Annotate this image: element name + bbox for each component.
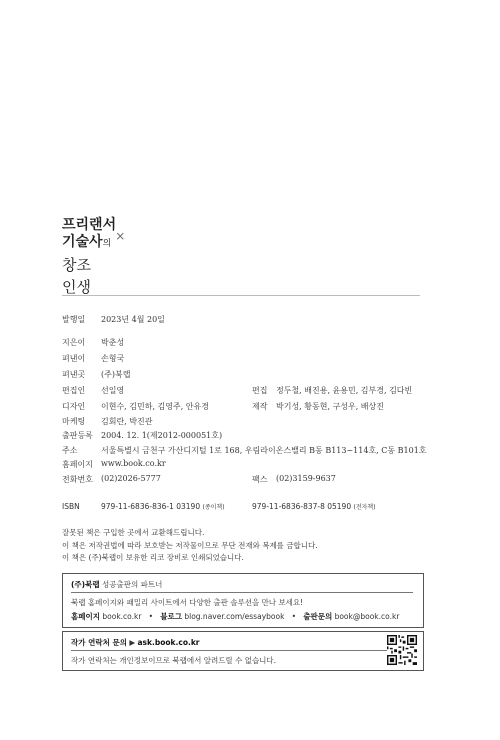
title-line-3: 창조 bbox=[62, 256, 91, 274]
info-value-publishing-house: (주)북랩 bbox=[101, 370, 131, 379]
arrow-right-icon: ▶ bbox=[129, 638, 136, 647]
title-line-1: 프리랜서 bbox=[62, 217, 117, 233]
info-value-phone: (02)2026-5777 bbox=[101, 474, 161, 483]
info-value-editing: 정두철, 배진용, 윤용민, 김부경, 김다빈 bbox=[276, 386, 413, 395]
info-value-design: 이현수, 김민하, 김영주, 안유경 bbox=[101, 402, 209, 411]
notice-exchange: 잘못된 책은 구입한 곳에서 교환해드립니다. bbox=[62, 528, 205, 537]
info-value-homepage[interactable]: www.book.co.kr bbox=[101, 459, 166, 468]
isbn-paper-type: (종이책) bbox=[202, 504, 225, 511]
info-label-publisher: 펴낸이 bbox=[62, 354, 86, 363]
info-value-author: 박춘성 bbox=[101, 338, 125, 347]
info-label-author: 지은이 bbox=[62, 338, 86, 347]
info-label-production: 제작 bbox=[252, 402, 268, 411]
bullet-separator: • bbox=[291, 612, 297, 621]
info-value-production: 박기성, 황동현, 구성우, 배상진 bbox=[276, 402, 384, 411]
link-inquiry-email[interactable]: book@book.co.kr bbox=[334, 612, 400, 621]
info-value-editor-in-chief: 선일영 bbox=[101, 386, 125, 395]
title-line-2 bbox=[62, 229, 126, 253]
info-value-address: 서울특별시 금천구 가산디지털 1로 168, 우림라이온스밸리 B동 B113~114호, C동 B101호 bbox=[101, 446, 427, 455]
title-line-2-particle: 의 bbox=[102, 239, 112, 249]
link-blog[interactable]: blog.naver.com/essaybook bbox=[184, 612, 285, 621]
info-label-editor-in-chief: 편집인 bbox=[62, 386, 86, 395]
partner-tagline: 성공출판의 파트너 bbox=[99, 580, 163, 589]
partner-divider bbox=[71, 592, 413, 593]
info-label-homepage: 홈페이지 bbox=[62, 460, 93, 469]
isbn-ebook bbox=[252, 502, 376, 511]
bullet-separator: • bbox=[148, 612, 154, 621]
book-title bbox=[62, 216, 125, 297]
link-homepage[interactable]: book.co.kr bbox=[102, 612, 142, 621]
isbn-label: ISBN bbox=[62, 502, 80, 511]
author-contact-box bbox=[62, 631, 424, 671]
link-label-homepage: 홈페이지 bbox=[71, 612, 100, 621]
isbn-ebook-type: (전자책) bbox=[353, 504, 376, 511]
contact-site-link[interactable]: ask.book.co.kr bbox=[137, 638, 200, 647]
contact-heading bbox=[71, 637, 200, 648]
contact-note: 작가 연락처는 개인정보이므로 북랩에서 알려드릴 수 없습니다. bbox=[71, 656, 277, 665]
link-label-blog: 블로그 bbox=[160, 612, 182, 621]
info-label-address: 주소 bbox=[62, 446, 78, 455]
isbn-ebook-number: 979-11-6836-837-8 05190 bbox=[252, 502, 352, 511]
partner-description: 북랩 홈페이지와 패밀리 사이트에서 다양한 출판 솔루션을 만나 보세요! bbox=[71, 598, 304, 607]
info-label-phone: 전화번호 bbox=[62, 475, 93, 484]
partner-links bbox=[71, 611, 399, 622]
title-line-4: 인생 bbox=[62, 278, 91, 296]
partner-heading bbox=[71, 579, 162, 590]
isbn-paper-number: 979-11-6836-836-1 03190 bbox=[101, 502, 201, 511]
partner-brand: (주)북랩 bbox=[71, 580, 100, 589]
info-label-fax: 팩스 bbox=[252, 475, 268, 484]
link-label-inquiry: 출판문의 bbox=[303, 612, 333, 621]
title-cross-mark: × bbox=[115, 229, 126, 243]
notice-copyright: 이 책은 저작권법에 따라 보호받는 저작물이므로 무단 전재와 복제를 금합니다. bbox=[62, 541, 318, 550]
partner-box bbox=[62, 573, 424, 628]
title-line-2-main: 기술사 bbox=[62, 234, 103, 250]
info-label-registration: 출판등록 bbox=[62, 431, 93, 440]
isbn-paper bbox=[101, 502, 225, 511]
info-label-date: 발행일 bbox=[62, 315, 86, 324]
info-label-marketing: 마케팅 bbox=[62, 417, 86, 426]
contact-divider bbox=[71, 650, 393, 651]
contact-label: 작가 연락처 문의 bbox=[71, 638, 127, 647]
info-label-design: 디자인 bbox=[62, 402, 86, 411]
info-value-registration: 2004. 12. 1(제2012-000051호) bbox=[101, 431, 223, 440]
qr-code-icon[interactable] bbox=[387, 635, 417, 665]
info-value-date: 2023년 4월 20일 bbox=[101, 315, 165, 324]
info-label-publishing-house: 펴낸곳 bbox=[62, 370, 86, 379]
info-value-fax: (02)3159-9637 bbox=[276, 474, 336, 483]
notice-printing: 이 책은 (주)북랩이 보유한 리코 장비로 인쇄되었습니다. bbox=[62, 553, 244, 562]
info-value-marketing: 김회란, 박진관 bbox=[101, 417, 153, 426]
info-value-publisher: 손형국 bbox=[101, 354, 125, 363]
info-label-editing: 편집 bbox=[252, 386, 268, 395]
top-rule bbox=[62, 295, 420, 296]
